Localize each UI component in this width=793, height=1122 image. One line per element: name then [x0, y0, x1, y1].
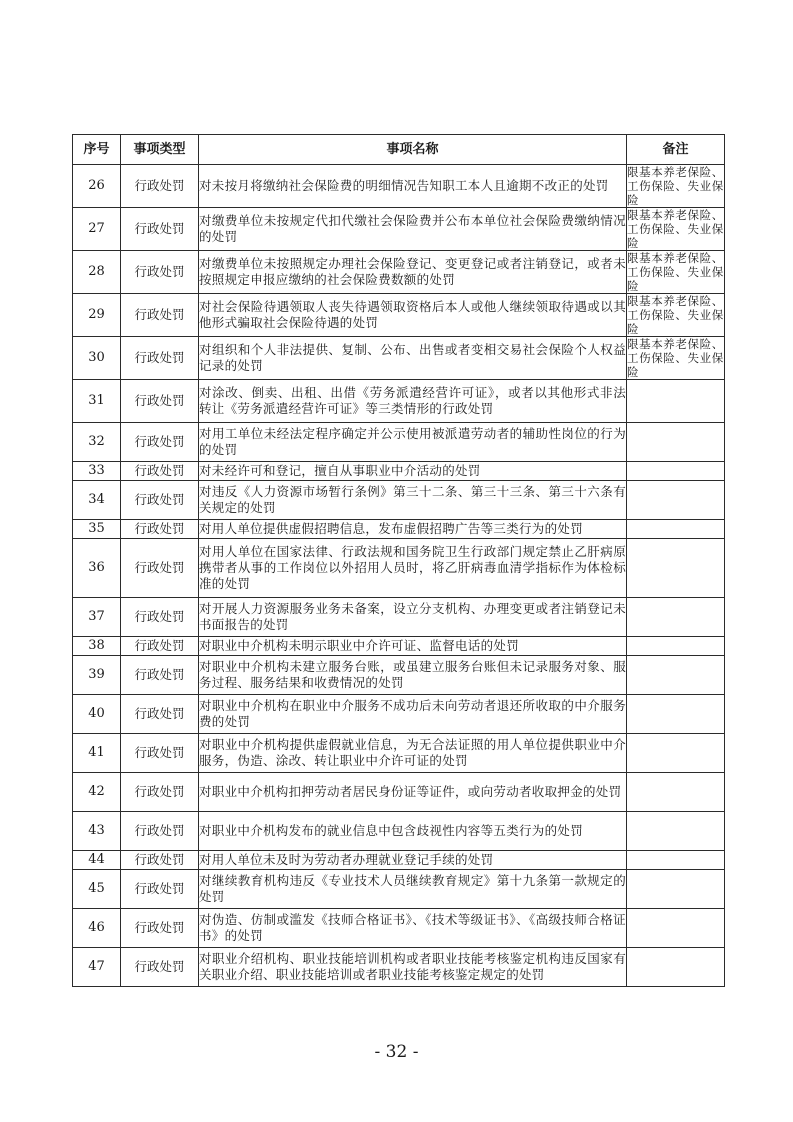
table-row — [73, 208, 725, 251]
row-name: 对职业中介机构提供虚假就业信息，为无合法证照的用人单位提供职业中介服务，伪造、涂改、转让职业中介许可证的处罚 — [199, 734, 627, 773]
row-number: 27 — [73, 208, 121, 251]
header-name: 事项名称 — [199, 135, 627, 165]
row-type: 行政处罚 — [121, 909, 199, 948]
row-note — [627, 380, 725, 423]
row-note — [627, 520, 725, 539]
row-type: 行政处罚 — [121, 165, 199, 208]
row-name: 对继续教育机构违反《专业技术人员继续教育规定》第十九条第一款规定的处罚 — [199, 870, 627, 909]
row-type: 行政处罚 — [121, 539, 199, 598]
table-row — [73, 462, 725, 481]
row-number: 37 — [73, 598, 121, 637]
row-name: 对职业中介机构在职业中介服务不成功后未向劳动者退还所收取的中介服务费的处罚 — [199, 695, 627, 734]
row-number: 35 — [73, 520, 121, 539]
row-number: 34 — [73, 481, 121, 520]
table-row — [73, 695, 725, 734]
row-name: 对用人单位在国家法律、行政法规和国务院卫生行政部门规定禁止乙肝病原携带者从事的工作岗位以外招用人员时，将乙肝病毒血清学指标作为体检标准的处罚 — [199, 539, 627, 598]
row-name: 对缴费单位未按照规定办理社会保险登记、变更登记或者注销登记，或者未按照规定申报应缴纳的社会保险费数额的处罚 — [199, 251, 627, 294]
table-row — [73, 598, 725, 637]
table-row — [73, 539, 725, 598]
row-type: 行政处罚 — [121, 734, 199, 773]
row-name: 对职业中介机构扣押劳动者居民身份证等证件，或向劳动者收取押金的处罚 — [199, 773, 627, 812]
row-type: 行政处罚 — [121, 656, 199, 695]
row-note: 限基本养老保险、工伤保险、失业保险 — [627, 165, 724, 207]
row-name: 对组织和个人非法提供、复制、公布、出售或者变相交易社会保险个人权益记录的处罚 — [199, 337, 627, 380]
row-type: 行政处罚 — [121, 812, 199, 851]
row-number: 38 — [73, 637, 121, 656]
row-name: 对缴费单位未按规定代扣代缴社会保险费并公布本单位社会保险费缴纳情况的处罚 — [199, 208, 627, 251]
row-type: 行政处罚 — [121, 481, 199, 520]
items-table — [72, 134, 725, 987]
row-number: 26 — [73, 165, 121, 208]
row-note — [627, 773, 725, 812]
row-note — [627, 909, 725, 948]
row-note: 限基本养老保险、工伤保险、失业保险 — [627, 208, 724, 250]
row-number: 45 — [73, 870, 121, 909]
header-note: 备注 — [627, 135, 725, 165]
row-name: 对用人单位提供虚假招聘信息，发布虚假招聘广告等三类行为的处罚 — [199, 520, 627, 539]
row-note — [627, 734, 725, 773]
table-row — [73, 251, 725, 294]
table-row — [73, 481, 725, 520]
row-number: 29 — [73, 294, 121, 337]
row-number: 46 — [73, 909, 121, 948]
table-row — [73, 870, 725, 909]
row-number: 39 — [73, 656, 121, 695]
table-row — [73, 423, 725, 462]
table-row — [73, 520, 725, 539]
row-number: 36 — [73, 539, 121, 598]
table-row — [73, 165, 725, 208]
row-type: 行政处罚 — [121, 208, 199, 251]
row-name: 对未按月将缴纳社会保险费的明细情况告知职工本人且逾期不改正的处罚 — [199, 165, 627, 208]
row-name: 对未经许可和登记，擅自从事职业中介活动的处罚 — [199, 462, 627, 481]
row-number: 41 — [73, 734, 121, 773]
row-type: 行政处罚 — [121, 380, 199, 423]
row-name: 对社会保险待遇领取人丧失待遇领取资格后本人或他人继续领取待遇或以其他形式骗取社会保险待遇的处罚 — [199, 294, 627, 337]
row-type: 行政处罚 — [121, 251, 199, 294]
row-name: 对职业中介机构未建立服务台账，或虽建立服务台账但未记录服务对象、服务过程、服务结果和收费情况的处罚 — [199, 656, 627, 695]
row-name: 对职业中介机构未明示职业中介许可证、监督电话的处罚 — [199, 637, 627, 656]
row-type: 行政处罚 — [121, 773, 199, 812]
row-type: 行政处罚 — [121, 294, 199, 337]
row-number: 32 — [73, 423, 121, 462]
header-no: 序号 — [73, 135, 121, 165]
page-number: - 32 - — [374, 1042, 419, 1062]
row-name: 对涂改、倒卖、出租、出借《劳务派遣经营许可证》，或者以其他形式非法转让《劳务派遣经营许可证》等三类情形的行政处罚 — [199, 380, 627, 423]
row-name: 对职业中介机构发布的就业信息中包含歧视性内容等五类行为的处罚 — [199, 812, 627, 851]
table-header-row — [73, 135, 725, 165]
row-name: 对职业介绍机构、职业技能培训机构或者职业技能考核鉴定机构违反国家有关职业介绍、职业技能培训或者职业技能考核鉴定规定的处罚 — [199, 948, 627, 987]
row-type: 行政处罚 — [121, 598, 199, 637]
row-name: 对违反《人力资源市场暂行条例》第三十二条、第三十三条、第三十六条有关规定的处罚 — [199, 481, 627, 520]
row-number: 31 — [73, 380, 121, 423]
row-type: 行政处罚 — [121, 337, 199, 380]
row-note — [627, 695, 725, 734]
table-row — [73, 337, 725, 380]
table-row — [73, 773, 725, 812]
table-row — [73, 948, 725, 987]
row-type: 行政处罚 — [121, 851, 199, 870]
row-note — [627, 539, 725, 598]
row-number: 47 — [73, 948, 121, 987]
row-note — [627, 598, 725, 637]
row-number: 44 — [73, 851, 121, 870]
row-number: 42 — [73, 773, 121, 812]
table-row — [73, 851, 725, 870]
row-note: 限基本养老保险、工伤保险、失业保险 — [627, 337, 724, 379]
row-note — [627, 948, 725, 987]
table-row — [73, 734, 725, 773]
row-type: 行政处罚 — [121, 948, 199, 987]
table-row — [73, 637, 725, 656]
row-note: 限基本养老保险、工伤保险、失业保险 — [627, 251, 724, 293]
row-type: 行政处罚 — [121, 423, 199, 462]
row-note — [627, 656, 725, 695]
table-row — [73, 909, 725, 948]
row-name: 对伪造、仿制或滥发《技师合格证书》、《技术等级证书》、《高级技师合格证书》的处罚 — [199, 909, 627, 948]
row-type: 行政处罚 — [121, 462, 199, 481]
row-type: 行政处罚 — [121, 520, 199, 539]
row-note — [627, 637, 725, 656]
row-type: 行政处罚 — [121, 695, 199, 734]
table-row — [73, 294, 725, 337]
row-name: 对用工单位未经法定程序确定并公示使用被派遣劳动者的辅助性岗位的行为的处罚 — [199, 423, 627, 462]
row-number: 33 — [73, 462, 121, 481]
table-row — [73, 380, 725, 423]
header-type: 事项类型 — [121, 135, 199, 165]
row-note — [627, 423, 725, 462]
row-number: 28 — [73, 251, 121, 294]
row-type: 行政处罚 — [121, 870, 199, 909]
row-number: 30 — [73, 337, 121, 380]
row-note — [627, 851, 725, 870]
row-number: 40 — [73, 695, 121, 734]
row-note — [627, 812, 725, 851]
table-row — [73, 656, 725, 695]
row-note — [627, 870, 725, 909]
row-name: 对开展人力资源服务业务未备案，设立分支机构、办理变更或者注销登记未书面报告的处罚 — [199, 598, 627, 637]
table-row — [73, 812, 725, 851]
row-note: 限基本养老保险、工伤保险、失业保险 — [627, 294, 724, 336]
row-note — [627, 462, 725, 481]
row-note — [627, 481, 725, 520]
row-type: 行政处罚 — [121, 637, 199, 656]
row-name: 对用人单位未及时为劳动者办理就业登记手续的处罚 — [199, 851, 627, 870]
row-number: 43 — [73, 812, 121, 851]
